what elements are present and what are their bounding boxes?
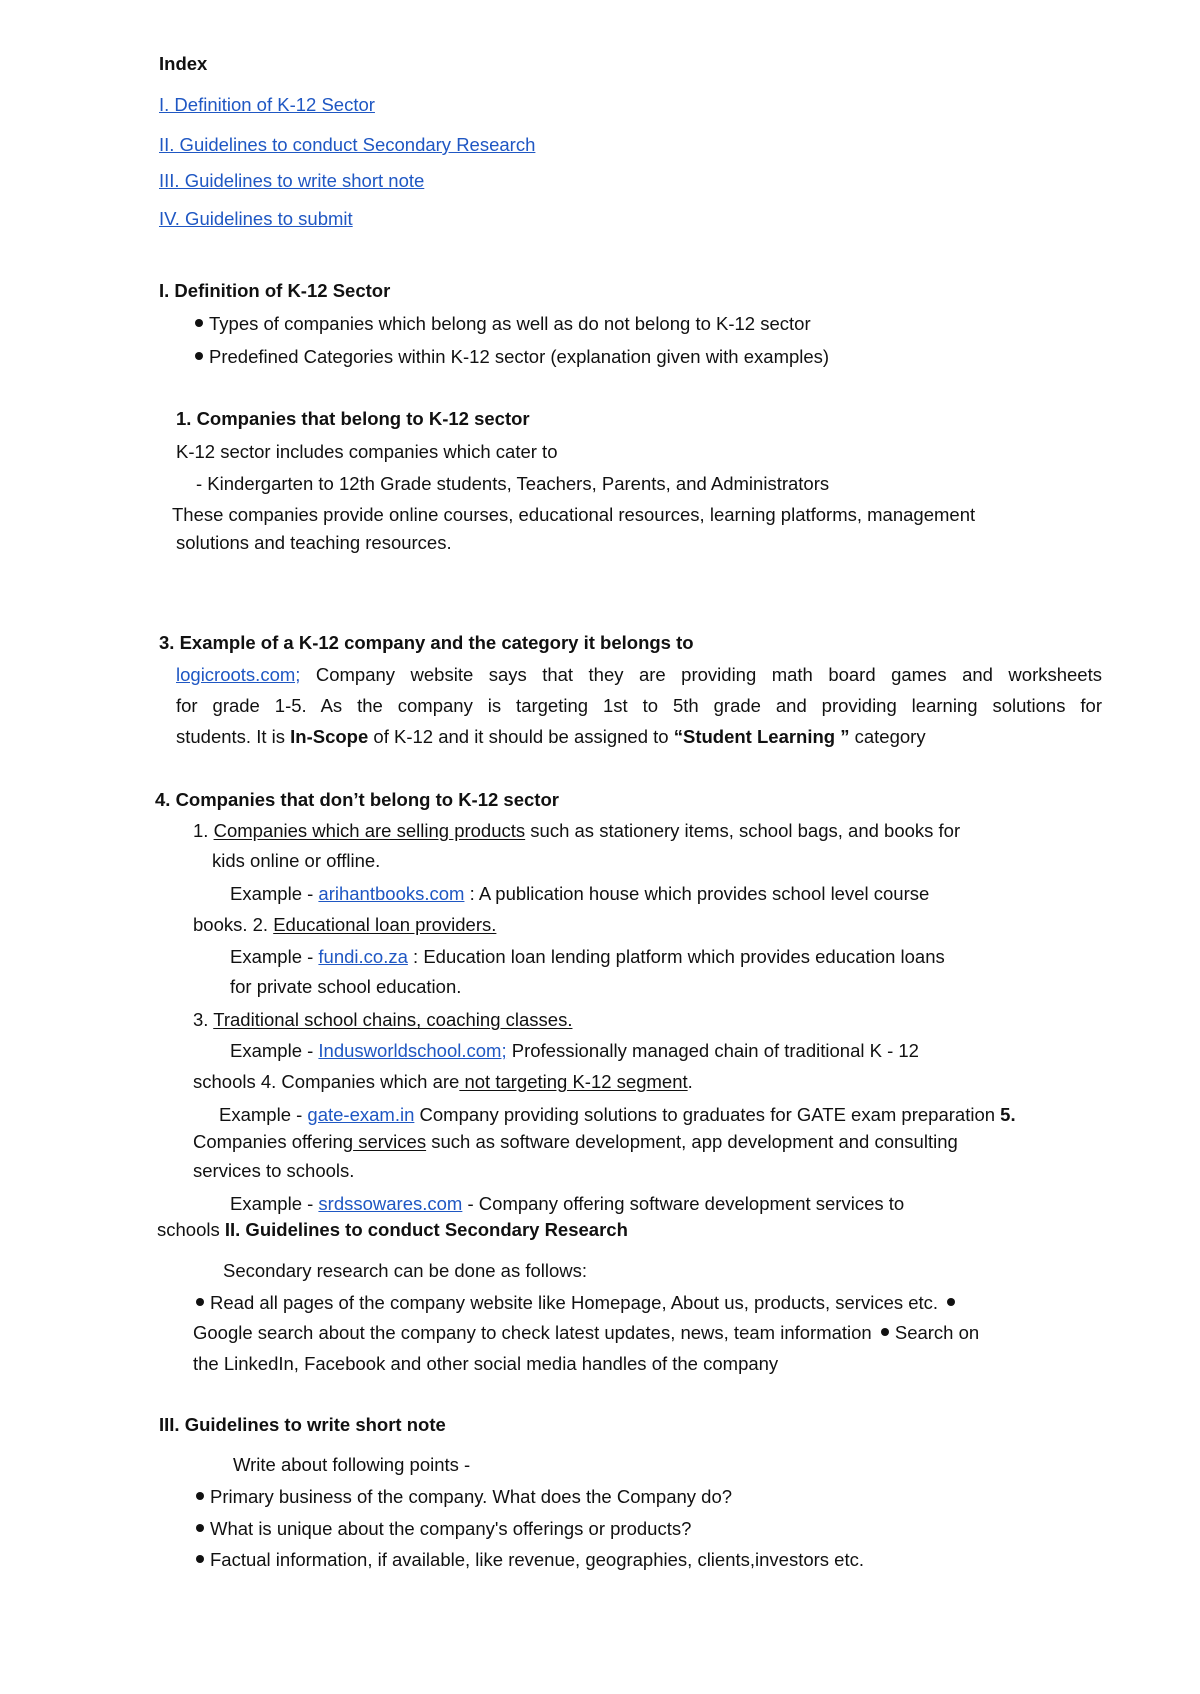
sub4-example: Example - Indusworldschool.com; Professionally managed chain of traditional K - 12 [230, 1040, 919, 1061]
section2-line: Google search about the company to check latest updates, news, team information Search on [193, 1322, 980, 1343]
bullet-icon [196, 1492, 204, 1500]
sub3-line: students. It is In-Scope of K-12 and it should be assigned to “Student Learning ” category [176, 726, 926, 747]
index-title: Index [159, 53, 208, 74]
sub4-example: Example - gate-exam.in Company providing solutions to graduates for GATE exam preparation 5. [219, 1104, 1016, 1125]
index-link-submit[interactable]: IV. Guidelines to submit [159, 208, 353, 229]
section3-bullet: Primary business of the company. What does the Company do? [196, 1488, 732, 1507]
sub3-line: logicroots.com; Company website says that they are providing math board games and worksheets [176, 664, 1102, 685]
sub3-heading: 3. Example of a K-12 company and the category it belongs to [159, 632, 694, 653]
section3-bullet: What is unique about the company's offerings or products? [196, 1520, 691, 1539]
sub1-line: K-12 sector includes companies which cater to [176, 441, 558, 462]
section2-line: the LinkedIn, Facebook and other social media handles of the company [193, 1353, 779, 1374]
section2-intro: Secondary research can be done as follows: [223, 1260, 588, 1281]
sub4-item: Companies offering services such as software development, app development and consulting [193, 1131, 958, 1152]
bullet-icon [195, 319, 203, 327]
sub4-item: services to schools. [193, 1160, 355, 1181]
section3-intro: Write about following points - [233, 1454, 471, 1475]
sub4-example: Example - srdssowares.com - Company offering software development services to [230, 1193, 905, 1214]
section2-heading: II. Guidelines to conduct Secondary Research [224, 1219, 628, 1240]
section3-bullet: Factual information, if available, like revenue, geographies, clients,investors etc. [196, 1551, 864, 1570]
bullet-icon [947, 1298, 955, 1306]
sub4-heading: 4. Companies that don’t belong to K-12 sector [155, 789, 559, 810]
sub1-line: These companies provide online courses, educational resources, learning platforms, management [172, 504, 976, 525]
sub1-line: - Kindergarten to 12th Grade students, Teachers, Parents, and Administrators [196, 473, 830, 494]
sub4-item: books. 2. Educational loan providers. [193, 914, 497, 935]
sub4-example: Example - arihantbooks.com : A publication house which provides school level course [230, 883, 930, 904]
index-link-secondary-research[interactable]: II. Guidelines to conduct Secondary Research [159, 134, 536, 155]
sub1-line: solutions and teaching resources. [176, 532, 452, 553]
index-link-short-note[interactable]: III. Guidelines to write short note [159, 170, 425, 191]
index-link-definition[interactable]: I. Definition of K-12 Sector [159, 94, 375, 115]
section1-bullet: Predefined Categories within K-12 sector (explanation given with examples) [195, 348, 829, 367]
bullet-icon [881, 1328, 889, 1336]
indusworldschool-link[interactable]: Indusworldschool.com; [318, 1040, 507, 1061]
bullet-icon [196, 1298, 204, 1306]
sub4-item: 3. Traditional school chains, coaching classes. [193, 1009, 573, 1030]
section3-heading: III. Guidelines to write short note [159, 1414, 446, 1435]
sub4-item: kids online or offline. [212, 850, 381, 871]
section2-line: Read all pages of the company website like Homepage, About us, products, services etc. [196, 1294, 961, 1313]
sub3-line: for grade 1-5. As the company is targeting 1st to 5th grade and providing learning solutions for [176, 695, 1102, 716]
bullet-icon [195, 352, 203, 360]
sub4-example: Example - fundi.co.za : Education loan lending platform which provides education loans [230, 946, 945, 967]
sub4-item: for private school education. [230, 976, 462, 997]
bullet-icon [196, 1524, 204, 1532]
sub1-heading: 1. Companies that belong to K-12 sector [176, 408, 530, 429]
gate-exam-link[interactable]: gate-exam.in [307, 1104, 415, 1125]
sub4-item: schools 4. Companies which are not targeting K-12 segment. [193, 1071, 693, 1092]
fundi-link[interactable]: fundi.co.za [318, 946, 408, 967]
sub4-item: schools II. Guidelines to conduct Secondary Research [157, 1219, 628, 1240]
srdssowares-link[interactable]: srdssowares.com [318, 1193, 463, 1214]
section1-bullet: Types of companies which belong as well as do not belong to K-12 sector [195, 315, 811, 334]
bullet-icon [196, 1555, 204, 1563]
arihantbooks-link[interactable]: arihantbooks.com [318, 883, 465, 904]
section1-heading: I. Definition of K-12 Sector [159, 280, 391, 301]
logicroots-link[interactable]: logicroots.com; [176, 664, 301, 685]
sub4-item: 1. Companies which are selling products such as stationery items, school bags, and books for [193, 820, 961, 841]
